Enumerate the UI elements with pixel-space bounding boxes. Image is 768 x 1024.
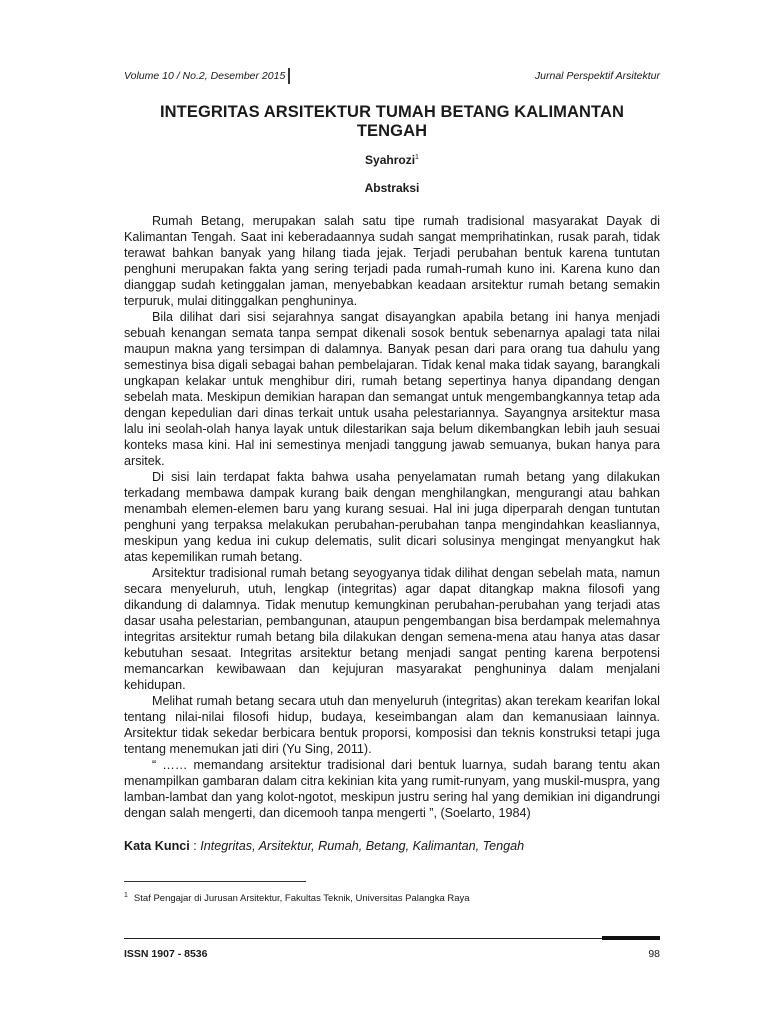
footnote-text: Staf Pengajar di Jurusan Arsitektur, Fakultas Teknik, Universitas Palangka Raya xyxy=(133,893,470,905)
abstract-quote: “ …… memandang arsitektur tradisional dari bentuk luarnya, sudah barang tentu akan menampilkan gambaran dalam citra kekinian kita yang rumit-runyam, yang muskil-muspra, yang lamban-lambat dan yang kolot-ngotot, meskipun justru sering hal yang demikian ini digandrungi dengan salah mengerti, dan dicemooh tanpa mengerti ”, (Soelarto, 1984) xyxy=(124,758,660,820)
header-divider xyxy=(288,68,290,84)
author-footnote-mark: 1 xyxy=(415,154,419,161)
footer-rule xyxy=(124,938,660,939)
footnote xyxy=(124,890,660,905)
abstract-paragraph: Di sisi lain terdapat fakta bahwa usaha penyelamatan rumah betang yang dilakukan terkadang membawa dampak kurang baik dengan menghilangkan, mengurangi atau bahkan menambah elemen-elemen baru yang kurang sesuai. Hal ini juga diperparah dengan tuntutan penghuni yang terpaksa melakukan perubahan-perubahan tanpa mengindahkan keasliannya, meskipun yang kedua ini cukup delematis, sulit dicari solusinya mengingat menyangkut hak atas kepemilikan rumah betang. xyxy=(124,470,660,564)
footnote-divider xyxy=(124,881,306,882)
abstract-paragraph: Bila dilihat dari sisi sejarahnya sangat disayangkan apabila betang ini hanya menjadi sebuah kenangan semata tanpa sempat dikenali sosok bentuk sebenarnya apalagi tata nilai maupun makna yang tersimpan di dalamnya. Banyak pesan dari para orang tua dahulu yang semestinya bisa digali sebagai bahan pembelajaran. Tidak kenal maka tidak sayang, barangkali ungkapan kelakar untuk menghibur diri, rumah betang sepertinya hanya dipandang dengan sebelah mata. Meskipun demikian harapan dan semangat untuk mengembangkannya tetap ada dengan kepedulian dari dinas terkait untuk usaha pelestariannya. Sayangnya arsitektur masa lalu ini seolah-olah hanya layak untuk dilestarikan saja belum dikembangkan lebih jauh sesuai konteks masa kini. Hal ini semestinya menjadi tanggung jawab semuanya, bukan hanya para arsitek. xyxy=(124,310,660,468)
author-name: Syahrozi xyxy=(365,153,416,167)
article-title: INTEGRITAS ARSITEKTUR TUMAH BETANG KALIMANTAN TENGAH xyxy=(159,103,625,140)
abstract-heading: Abstraksi xyxy=(364,181,420,195)
abstract-paragraph: Melihat rumah betang secara utuh dan menyeluruh (integritas) akan terekam kearifan lokal tentang nilai-nilai filosofi hidup, budaya, keseimbangan alam dan kemanusiaan lainnya. Arsitektur tidak sekedar berbicara bentuk proporsi, komposisi dan teknis konstruksi tetapi juga tentang menemukan jati diri (Yu Sing, 2011). xyxy=(124,694,660,756)
issn: ISSN 1907 - 8536 xyxy=(124,948,208,960)
abstract-paragraph: Arsitektur tradisional rumah betang seyogyanya tidak dilihat dengan sebelah mata, namun secara menyeluruh, utuh, lengkap (integritas) agar dapat ditangkap makna filosofi yang dikandung di dalamnya. Tidak menutup kemungkinan perubahan-perubahan yang terjadi atas dasar usaha pelestarian, pembangunan, ataupun pengembangan bisa berdampak melemahnya integritas arsitektur rumah betang bila dilakukan dengan semena-mena atau hanya atas dasar kebutuhan sesaat. Integritas arsitektur betang menjadi sangat penting karena berpotensi memancarkan kewibawaan dan kejujuran masyarakat penghuninya dalam menjalani kehidupan. xyxy=(124,566,660,692)
keywords-label: Kata Kunci xyxy=(124,839,190,853)
keywords-separator: : xyxy=(189,839,201,853)
footnote-mark: 1 xyxy=(124,892,128,899)
volume-issue: Volume 10 / No.2, Desember 2015 xyxy=(124,70,286,82)
author-line xyxy=(124,153,660,167)
footer-rule-accent xyxy=(602,936,660,940)
abstract-body xyxy=(124,213,660,821)
page-number: 98 xyxy=(648,948,660,960)
keywords-values: Integritas, Arsitektur, Rumah, Betang, Kalimantan, Tengah xyxy=(200,839,525,853)
keywords-line xyxy=(124,838,660,854)
abstract-paragraph: Rumah Betang, merupakan salah satu tipe rumah tradisional masyarakat Dayak di Kalimantan Tengah. Saat ini keberadaannya sudah sangat memprihatinkan, rusak parah, tidak terawat bahkan banyak yang hilang tiada jejak. Terjadi perubahan bentuk karena tuntutan penghuni merupakan fakta yang sering terjadi pada rumah-rumah kuno ini. Karena kuno dan dianggap sudah ketinggalan jaman, menyebabkan keadaan arsitektur rumah betang semakin terpuruk, mulai ditinggalkan penghuninya. xyxy=(124,214,660,308)
journal-name: Jurnal Perspektif Arsitektur xyxy=(534,70,660,82)
